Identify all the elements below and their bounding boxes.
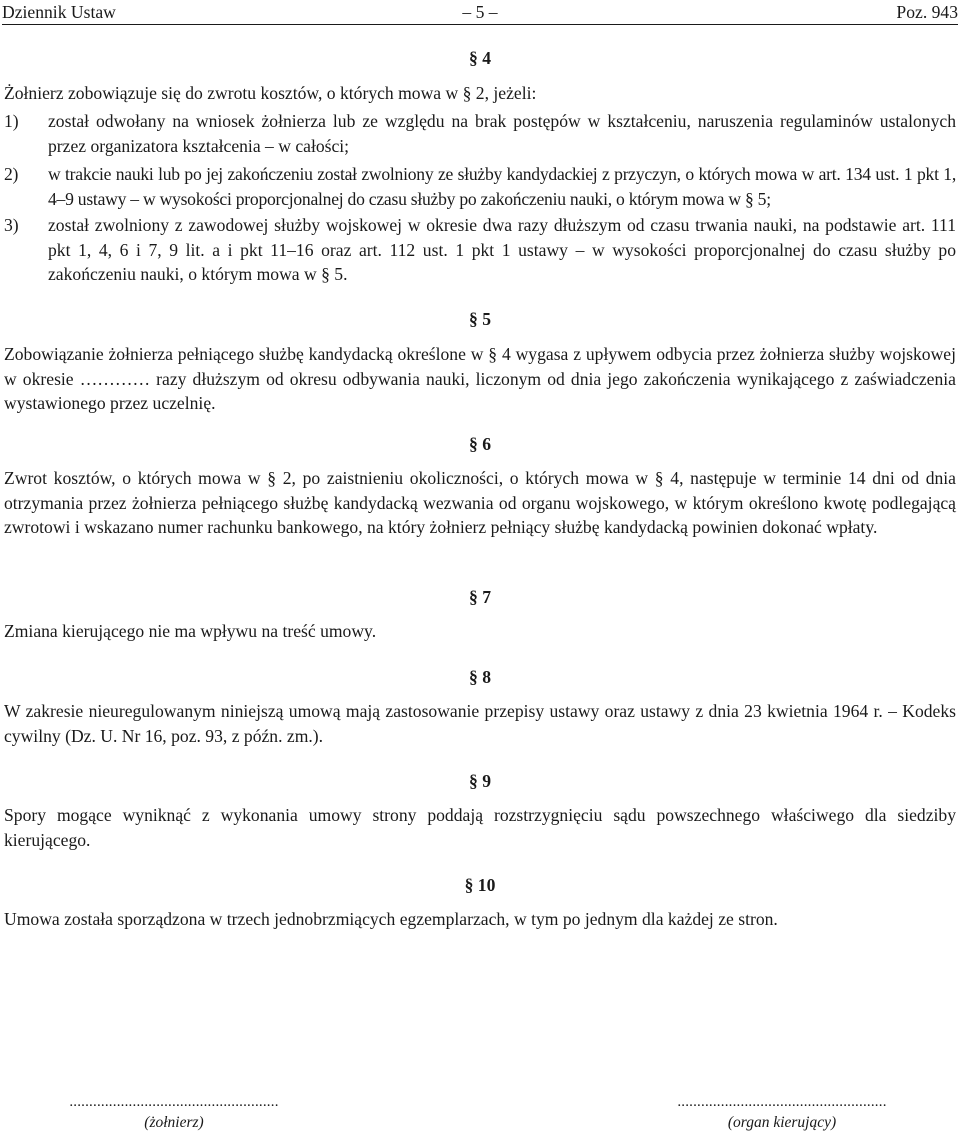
list-item-number: 1) xyxy=(4,111,19,131)
section-7-heading: § 7 xyxy=(469,587,491,607)
signature-line: ..................................................... xyxy=(677,1094,887,1110)
list-item-1 xyxy=(4,109,956,158)
section-5-text: Zobowiązanie żołnierza pełniącego służbę kandydacką określone w § 4 wygasa z upływem odbycia przez żołnierza służby wojskowej w okresie ………… razy dłuższym od okresu odbywania nauki, liczonym od dnia jego zakończenia wynikającego z zaświadczenia wystawionego przez uczelnię. xyxy=(4,344,956,413)
list-item-text: został zwolniony z zawodowej służby wojskowej w okresie dwa razy dłuższym od czasu trwania nauki, na podstawie art. 111 pkt 1, 4, 6 i 7, 9 lit. a i pkt 11–16 oraz art. 112 ust. 1 pkt 1 ustawy – w wysokości proporcjonalnej do czasu służby po zakończeniu nauki, o którym mowa w § 5. xyxy=(48,215,956,284)
section-10-heading: § 10 xyxy=(464,875,496,895)
signature-authority xyxy=(612,1092,952,1134)
signature-soldier xyxy=(4,1092,344,1134)
list-item-number: 3) xyxy=(4,215,19,235)
section-8-heading: § 8 xyxy=(469,667,491,687)
position-number: Poz. 943 xyxy=(896,2,958,22)
journal-title: Dziennik Ustaw xyxy=(2,2,116,22)
section-5-heading: § 5 xyxy=(469,309,491,329)
list-item-text: został odwołany na wniosek żołnierza lub ze względu na brak postępów w kształceniu, naruszenia regulaminów ustalonych przez organizatora kształcenia – w całości; xyxy=(48,111,956,156)
header-divider xyxy=(2,24,958,25)
section-7-text: Zmiana kierującego nie ma wpływu na treść umowy. xyxy=(4,621,377,641)
section-6-text: Zwrot kosztów, o których mowa w § 2, po zaistnieniu okoliczności, o których mowa w § 4, następuje w terminie 14 dni od dnia otrzymania przez żołnierza pełniącego służbę kandydacką wezwania od organu wojskowego, w którym określono kwotę podlegającą zwrotowi i wskazano numer rachunku bankowego, na który żołnierz pełniący służbę kandydacką powinien dokonać wpłaty. xyxy=(4,468,956,537)
section-4-heading: § 4 xyxy=(469,48,491,68)
section-9-text: Spory mogące wyniknąć z wykonania umowy strony poddają rozstrzygnięciu sądu powszechnego właściwego dla siedziby kierującego. xyxy=(4,805,956,850)
list-item-2 xyxy=(4,162,956,211)
section-4-intro: Żołnierz zobowiązuje się do zwrotu kosztów, o których mowa w § 2, jeżeli: xyxy=(4,83,537,103)
list-item-3 xyxy=(4,213,956,287)
section-8-text: W zakresie nieuregulowanym niniejszą umową mają zastosowanie przepisy ustawy oraz ustawy z dnia 23 kwietnia 1964 r. – Kodeks cywilny (Dz. U. Nr 16, poz. 93, z późn. zm.). xyxy=(4,701,956,746)
section-9-heading: § 9 xyxy=(469,771,491,791)
signature-line: ..................................................... xyxy=(69,1094,279,1110)
page-number: – 5 – xyxy=(462,2,498,22)
signature-role: (żołnierz) xyxy=(144,1114,204,1131)
signature-role: (organ kierujący) xyxy=(727,1114,837,1131)
section-10-text: Umowa została sporządzona w trzech jednobrzmiących egzemplarzach, w tym po jednym dla każdej ze stron. xyxy=(4,909,778,929)
page-header xyxy=(2,0,958,24)
section-6-heading: § 6 xyxy=(469,434,491,454)
list-item-number: 2) xyxy=(4,164,19,184)
list-item-text: w trakcie nauki lub po jej zakończeniu został zwolniony ze służby kandydackiej z przyczyn, o których mowa w art. 134 ust. 1 pkt 1, 4–9 ustawy – w wysokości proporcjonalnej do czasu służby po zakończeniu nauki, o którym mowa w § 5; xyxy=(48,164,956,209)
